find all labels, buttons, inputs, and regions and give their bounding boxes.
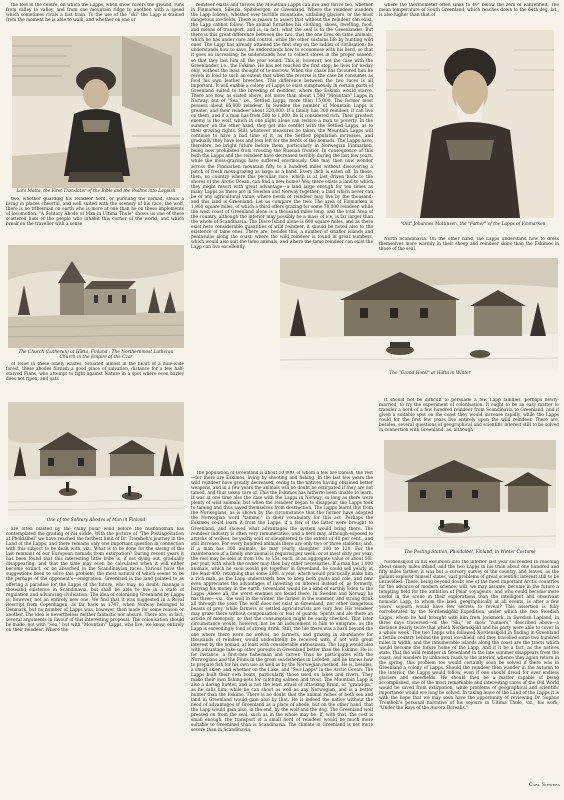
paragraph: of relief in these lonely wastes. Situated almost in the heart of a mile-wide forest, these abodes furnish a good place of salvation, distance for a few half-starved Finns, who attempt to fight against Nature in a spot where even barley does not ripen, and oats: [6, 362, 184, 383]
church-illustration: [8, 245, 184, 348]
settlement-illustration: [8, 402, 184, 516]
lars-matta-portrait: [12, 36, 180, 188]
johannes-caption: "Old" Johannes Mattinsen, the "Father" of the Lapps of Finmarken: [400, 222, 546, 227]
paragraph: the foot in the centre, on which the Lapps, when snow covers the ground, runs from valley to valley, and from one mountain ridge to another, with a speed which sometimes rivals a fast train. To the use of the "ski" the Lapp is trained from the moment he is able to walk, and whether on one or: [6, 3, 184, 24]
johannes-portrait: [386, 30, 554, 218]
col3-lower-text: [379, 398, 559, 440]
paragraph: two, whether guarding his reindeer herd, or pursuing the nomad, steals a living in places cheerful, and well suited with the scenery of his race, the wolf, there is no tribesman on earth who is more at one than he on these implements of locomotion. "A Solitary Abode of Man in Ultima Thule" shows us one of these scattered huts of the people who inhabit this corner of the world, and which break on the traveller with a sense: [6, 197, 184, 228]
col1-lower-text: [6, 362, 184, 399]
church-caption: The Church (Lutheran) at Hätta, Finland : The Northernmost Lutheran Church in the Empire of the Czar: [18, 350, 174, 360]
paragraph: North Scandinavia. On the other hand, the Lapps understand how to dress themselves more warmly in their sheep and reindeer skins than the Eskimos in those of the seal.: [379, 237, 559, 253]
posting-station-caption: The Posting-Station, Pholdalbel, Finland, in Winter Costume: [404, 550, 536, 555]
paragraph: The population of Greenland is about 10,000, of whom a few are Danish, the rest—for there are Eskimos, living by shooting and fishing. In the last few years the wild reindeer have greatly decreased, owing to the natives having obtained better weapons, and in a few years the animals will no doubt be extirpated if they are not tamed, and thus taken care of. This the Eskimos has hitherto been unable to learn. It was at one time also the case with the Lapps in Norway, so long as there were plenty of wild animals; but when the reindeer began to disappear, the Lapps took to taming and thus saved themselves from destruction. The Lapps learnt this from the Norwegians, as is shown by the circumstance that the former have adopted the Norwegian word "tamme," in their vocabulary for this act. Perhaps the Eskimos could learn it from the Lapps, if a few of the latter were brought to Greenland, and showed what advantages the system would bring there. The reindeer industry is often very remunerative, and a herd may, although exposed to attacks of wolves, be yearly sold or slaughtered to the extent of 40 per cent., and still increase. For every hundred animals there are only two or three stallions; and, if a man has 300 animals, he may yearly slaughter 100 to 120. For the maintenance of a family one animal is required per week, or at most sixty per year; the rest may be sold at from 10s. to 15s. each, at an aggregate value of about 50l. per year, with which the owner may then buy other necessaries. If a man has 1,000 animals, which he soon would get together in Greenland, he could sell yearly at the least 400, returning thus some 200l. a year, which would practically make him a rich man, as the Lapp understands how to keep both goats and cole, and now even appreciates the advantages of investing on interest instead of, as formerly, burying his money in the earth. Greenland would be a kind of earthly Eden to the Lapps. Above all, the worst enemies are found there. In Sweden and Norway he has three—viz., the wolf in the winter, the farmer in the summer, and strong drink all through the year. The wolf does not exist in Greenland, nor other dangerous beasts of prey, while farmers or settled agriculturists are very few. His reindeer may graze there without compensation or fear of guards. Spirits and ale there an article of monopoly, so that the consumption might be easily checked. That later circumstance would, however, not be an inducement to him to emigrate, as the Lapp is exceedingly fond of strong drink. Still, the life there was a hard beyond the one where there were no wolves, no farmers, and grazing in abundance for thousands of reindeer, would undoubtedly be received with, if not with great interest by the nomad, at least with considerable enthusiasm. The Lapp would also with advantage take up other pursuits in Greenland better than the Eskimo. He is, for instance, a first-rate fisherman and carver. Thus he participates with the Norwegians and the Finns in the great sea-fisheries in Lofoden, and he knows how to prepare fish for his own use as well as by the Norwegian method. He is, besides, a smart skier; and whether on the Lake, and "Sea Lapps" in the Arctic Ocean. The Lapps built their own boats, particularly those used on lakes and rivers. They make their own fishing-nets for catching salmon and trout. The Mountain Lapp is also a daring hunter, and is not the least afraid of attacking Bruin, or "grand-pa," as he calls him; while he can shoot as well as any Norwegian, and is a better hunter than the Eskimo. There is no doubt that the animal riches of both sea and land in Greenland would gain also by that. He is indeed the native without the need of advantages of Greenland as a place of abode, but on the other hand, that the Lapp would gain also, in the end, by the wolf and the dog. The Greenland wolf pressed on from the seal, such as in the whole may be. If, with that, the cost is small enough, the transport of a small herd of reindeer would be much more suitable to Greenland than is Scandinavia. The climate in Greenland is not more severe than in Scandinavia,: [191, 471, 373, 734]
paragraph: Nordenskjöld in his excursion into the interior last year succeeded in reaching about ninety miles inland, and the two Lapps in his train about one hundred and fifty miles farther, it was but a cursory survey of the country, and leaves, as the gallant explorer himself states, vast problems of great scientific interest still to be unravelled. These, being beyond doubt one of the most important Arctic countries for the advance of modern science, will, we may assume, become in the future a tempting field for the ambition of Polar voyageurs, and who could become more useful in the scene in their explorations than the intelligent and observant nomadic Lapp, to whom the land, geographically at all events, is after a few years' sojourn would have few secrets to reveal? This assertion is fully corroborated by the Nordenskjöld Expedition, under which the two Swedish Lapps, whom he had brought with him from Jockmock, in Swedish Lapland, in three days traversed—on the "Ski," or snow "runners," described above—a distance nearly twice that which Nordenskjöld and his party were able to cover in a whole week. The two Lapps who followed Nordenskjöld in finding in Greenland a fertile country behind the great ice-shield, and they travelled some two hundred miles in width, and the innumerable islands along the coast are the tracts which would become the future home of the Lapp. And if it be a fact, as the natives state, that the wild reindeer in Greenland in the late summer disappears from the coast, and wanders by unknown roads to the interior, whence they again return in the spring, this problem too would certainly soon be solved if there was in Greenland a colony of Lapps. Should the reindeer then wander in the autumn to the interior, the Lapps would follow, even if one should dread for ever endless glaciers and snowfields. We should then be a matter capable of being accomplished, one of the most remarkable and interesting races of the Old World would be saved from extirpation, while problems of geographical and scientific importance would ere long be solved. In taking leave of the Land of the Lapps it is with the hope that we may soon have the opportunity of reviewing Dr. Sophus Tromholt's personal narrative of his sojourn in Ultima Thule, viz., his work, "Under the Rays of the Aurora Borealis.": [379, 560, 559, 712]
col2-top-text: [191, 3, 373, 291]
col1-top-text: [6, 3, 184, 36]
col3-bottom-text: [379, 560, 559, 782]
grand-hotel-caption: The "Grand Hotel" at Hätta in Winter: [389, 371, 471, 376]
col1-bottom-text: [6, 527, 184, 797]
paragraph: reindeer exists and thrives the Mountain Lapps can live and thrive too, whether in Finmarken, Siberia, Spitsbergen, or Greenland. Where the reindeer wanders the Lapp follows, whether over terrible mountains, unfailing glaciers, or the most dangerous ice-fields. There is reason to assert that without the reindeer can exist, the Lapp cannot follow. The animal furnishes his clothing, shoes, dwelling, food, and means of transport, and is, in fact, what the seal is to the Greenlander. But there is this great difference between the two, that the one lives on tame animals, which he has under care and control, while the other sustains life by hunting wild ones. The Lapp has already attained the first step on the ladder of civilisation; he understands how to save, he understands how to economise with his herd, so that it goes on increasing; he understands how to collect stores in the proper season, so that they last him all the year round. This is, however, not the case with the Greenlander, i.e., the Eskimo. He has not reached the first step; he lives for to-day only, without the least thought of to-morrow. When the chase has favoured him he revels in food to such an extent that when the reverse is the case he consumes as food his own leather breeches. This difference between the two races is all important. It will enable a colony of Lapps to exist sumptuously in certain parts of Greenland suited to the breeding of reindeer, where the Eskimo would starve. There are now, as stated above, not more than about 1,500 "Mountain" Lapps in Norway, but of "Sea," i.e., Settled Lapps, more than 15,000. The former most possess about 65,000 reindeer. In Sweden the number of Mountain Lapps is greater, and their reindeer about 220,000. If a family has 300 reindeer, it can live on them, and if a man has from 500 to 1,000, he is considered rich. Their greatest enemy is the wolf, which in one night alone can reduce a man to poverty. In the summer, on the other hand, they get into conflict with the Settled Lapps, as to their grazing rights. Still, whatever measures be taken, the Mountain Lapps will continue to have a bad time of it, as the Settled population increases, and gradually they have less and less left for the herds of the nomads. The Lapps have, therefore, no bright future before them, particularly in Norwegian Finmarken, being now prohibited from crossing the Russian frontier. In consequence of this both the Lapps and the reindeer have decreased terribly during the last few years, while the moss-grazings have suffered enormously. One may then now wonder across the Finmarken mountain fifty to a hundred miles without discovering a patch of fresh moss-grazing as large as a hand. Every inch is eaten off. In these, then, no country where this peculiar race, which is at last driven back to the shores of the Arctic Ocean, can find a new home? Yes; there exists a land to which they might resort with great advantage—a land large enough for ten times as many Lapps as there are in Sweden and Norway together; a land which never can be of any agricultural value, where herds of reindeer may live by the thousand; and this land is Greenland. Let us compare the two. The area of Finmarken is 1,860 square miles, of which a third offers grazing for some 70,000 reindeer, while the west coast of Greenland alone is a thousand miles long, and the total area of the country, although the interior may possibly be a mass of ice, is far larger than the whole of Scandinavia. The Disco Island alone is 600 square miles, and as there exist here considerable quantities of wild reindeer, it should be noted also to the existence of tame ones. There are, besides this, a number of smaller islands and peninsulas along the coast, where the wild reindeer is found in great numbers, which would also suit the tame animals; and where the tame reindeer can exist the Lapp can live excellently.: [191, 3, 373, 251]
lars-matta-caption: Lars Matta, the First Translator of the Bible and the Psalms into Lappish: [16, 189, 176, 194]
col1-mid-text: [6, 197, 184, 239]
author-signature: Carl Siewers: [529, 783, 560, 788]
col3-top-text: [379, 3, 559, 27]
settlement-caption: One of the Solitary Abodes of Man in Finland: [46, 518, 146, 523]
grand-hotel-illustration: [280, 258, 558, 370]
paragraph: are often blasted by the chilly polar wind before the husbandman has contemplated the grading of his sickle. With the picture of "The Posting-Station at Pholdalbel" we have reached the farthest limit of Dr. Tromholt's journey in the Land of the Lapps, and there remains only one important question in connection with this subject to be dealt with, viz., What is to be done for the saving of the last remnant of our European nomads from extirpation? During recent years it has been found that this interesting little tribe is, if not dying out, gradually disappearing, and that the time may even be calculated when it will either become extinct, or be absorbed in the Scandinavian races. Various have the suggestions been to solve this problem, the most natural of which seems to be the perhaps of the opponent's—emigration. Greenland is the land pointed to as offering a paradise for the Lapps of the future, who may, no doubt, manage a thousand existence in Scandinavia, but shall be able to live in a state of regulation and advancing civilisation. The idea of colonising Greenland by Lapps is, however, not an entirely new one. We find that it was suggested in a Royal Rescript from Copenhagen, as far back as 1747, when Norway belonged to Denmark, but no number of Lapps was, however, then made for some reason or another. The idea is nevertheless neither fantastic nor absurd. There are, in fact, several arguments in favour of this interesting proposal. The colonisation should be made, not with "Sea," but with "Mountain" Lapps, who live, we know, entirely on their reindeer. Where the: [6, 527, 184, 633]
posting-station-illustration: [384, 440, 556, 548]
paragraph: where the thermometer often sinks to 40° below the zero of Fahrenheit. The mean temperature of South Greenland, which reaches down to the 64th deg. lat., is also higher than that of: [379, 3, 559, 19]
paragraph: It should not be difficult to persuade a few Lapp families, perhaps newly-married, to try the experiment of colonisation. It ought to be an easy matter to transfer a herd of a few hundred reindeer from Scandinavia to Greenland, and if given a suitable spot on the coast they would increase rapidly, while the Lapps could for the first few years live entirely upon the wild reindeer. There are, besides, several questions of geographical and scientific interest still to be solved in connection with Greenland, as, although: [379, 398, 559, 434]
col2-bottom-text: [191, 471, 373, 797]
col3-mid-text: [379, 237, 559, 254]
